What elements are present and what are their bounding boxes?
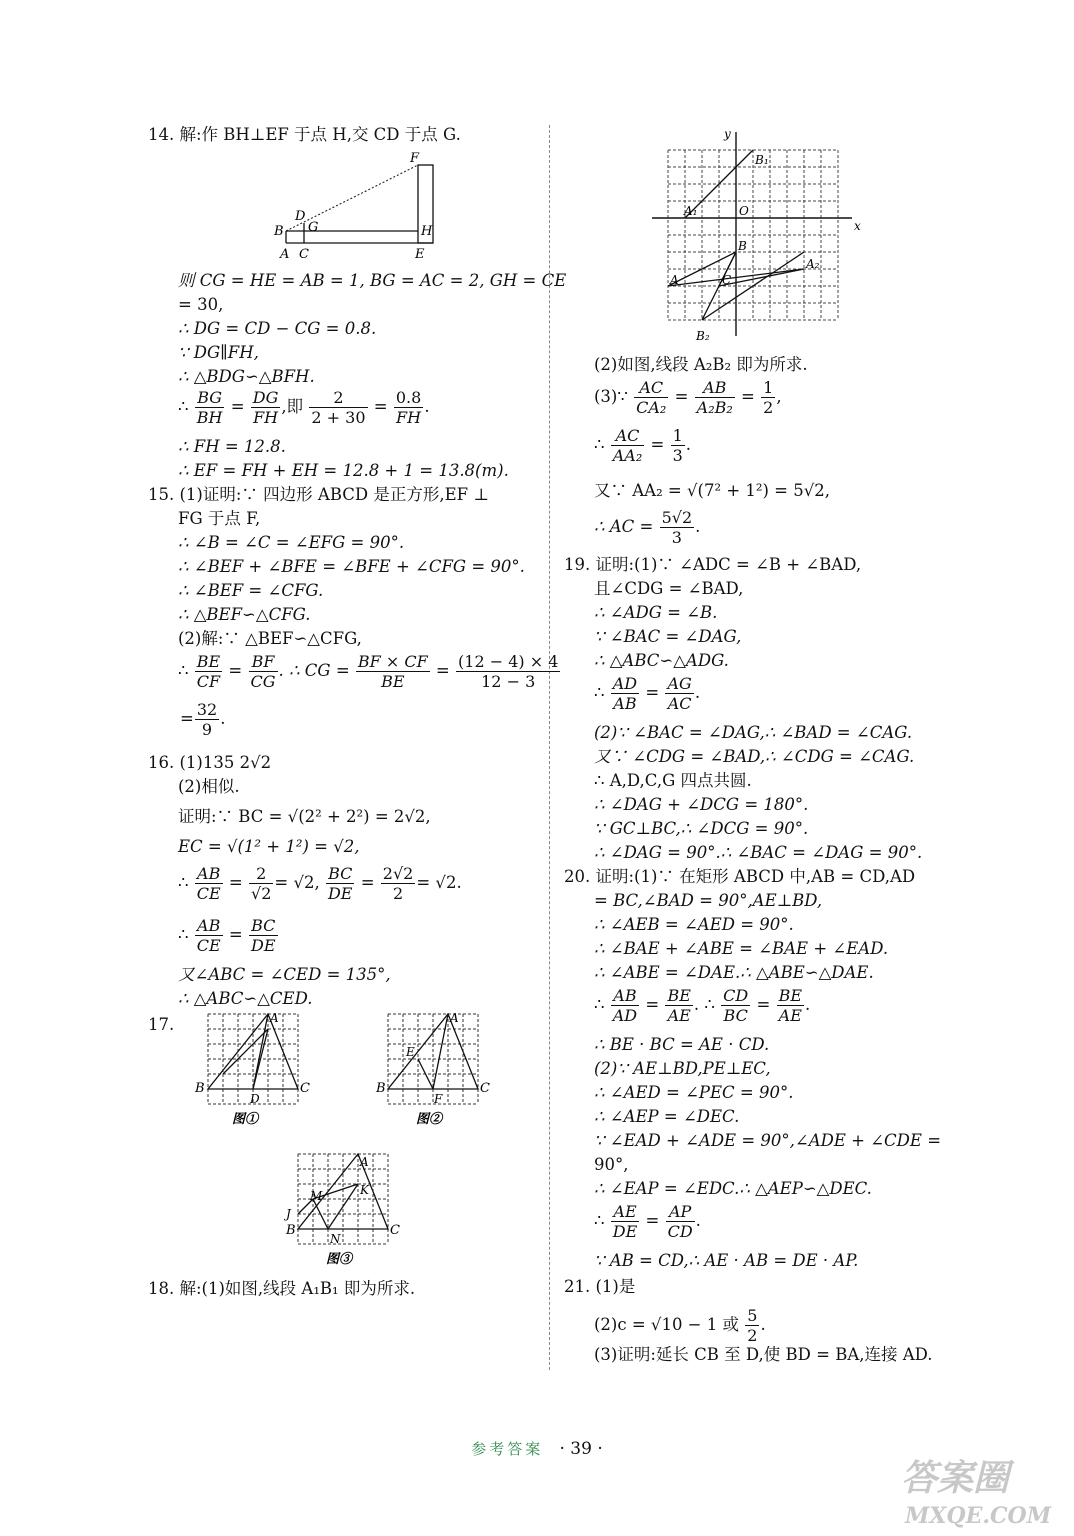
q14-line: ∴ EF = FH + EH = 12.8 + 1 = 13.8(m). <box>178 461 509 480</box>
label-A1: A₁ <box>684 204 698 218</box>
fig-label-H: H <box>421 224 433 239</box>
label-M: M <box>310 1189 323 1203</box>
label-B: B <box>286 1223 296 1238</box>
label-B1: B₁ <box>755 153 769 167</box>
q19-line: ∴ ∠DAG = 90°.∴ ∠BAC = ∠DAG = 90°. <box>594 843 923 862</box>
label-K: K <box>360 1183 369 1197</box>
q19-line: ∴ ∠ADG = ∠B. <box>594 603 718 622</box>
q16-line: 16. (1)135 2√2 <box>148 753 272 772</box>
q16-line: 证明:∵ BC = √(2² + 2²) = 2√2, <box>178 807 431 826</box>
q14-line: ∴ FH = 12.8. <box>178 437 286 456</box>
fig-label-F: F <box>410 151 420 166</box>
q15-fraction-line: ∴ $\frac{BE}{CF}$ = $\frac{BF}{CG}$ . ∴ CG = $\frac{BF \times CF}{BE}$ = $\frac{(12 - 4) \times 4}{12 - 3}$ <box>178 652 559 691</box>
q16-fraction-line: ∴ $\frac{AB}{CE}$ = $\frac{BC}{DE}$ <box>178 916 276 955</box>
q19-fraction-line: ∴ $\frac{AD}{AB}$ = $\frac{AG}{AC}$ . <box>594 674 701 713</box>
q20-line: 90°, <box>594 1155 629 1174</box>
fig2-caption: 图② <box>416 1112 443 1127</box>
label-y: y <box>724 127 731 141</box>
label-C: C <box>722 273 732 287</box>
label-C: C <box>480 1081 490 1096</box>
q18-coordinate-grid <box>648 126 868 348</box>
watermark-logo <box>891 1445 1066 1530</box>
q21-line: 21. (1)是 <box>564 1277 636 1296</box>
label-A: A <box>270 1011 279 1025</box>
q18-fraction-line: ∴ AC = $\frac{5√2}{3}$ . <box>594 508 701 547</box>
q19-line: ∵ ∠BAC = ∠DAG, <box>594 627 742 646</box>
q14-line: = 30, <box>178 295 224 314</box>
svg-text:MXQE.COM: MXQE.COM <box>905 1503 1052 1529</box>
q20-line: 20. 证明:(1)∵ 在矩形 ABCD 中,AB = CD,AD <box>564 867 916 886</box>
q20-line: ∴ ∠AED = ∠PEC = 90°. <box>594 1083 794 1102</box>
q17-fig2 <box>372 1008 502 1132</box>
q19-line: 且∠CDG = ∠BAD, <box>594 579 744 598</box>
q17-fig1 <box>192 1008 322 1132</box>
q20-fraction-line: ∴ $\frac{AB}{AD}$ = $\frac{BE}{AE}$ . ∴ $\frac{CD}{BC}$ = $\frac{BE}{AE}$ . <box>594 986 811 1025</box>
q14-line: 则 CG = HE = AB = 1, BG = AC = 2, GH = CE <box>178 271 567 290</box>
q20-line: ∵ ∠EAD + ∠ADE = 90°,∠ADE + ∠CDE = <box>594 1131 942 1150</box>
q19-line: ∴ A,D,C,G 四点共圆. <box>594 771 752 790</box>
q15-line: (2)解:∵ △BEF∽△CFG, <box>178 629 362 648</box>
q20-line: (2)∵ AE⊥BD,PE⊥EC, <box>594 1059 771 1078</box>
svg-text:答案圈: 答案圈 <box>901 1457 1010 1499</box>
q16-line: (2)相似. <box>178 777 240 796</box>
q20-line: ∴ ∠BAE + ∠ABE = ∠BAE + ∠EAD. <box>594 939 889 958</box>
q18-fraction-line: (3)∵ $\frac{AC}{\text{CA₂}}$ = $\frac{AB}{\text{A₂B₂}}$ = $\frac{1}{2}$ , <box>594 378 782 417</box>
q19-line: (2)∵ ∠BAC = ∠DAG,∴ ∠BAD = ∠CAG. <box>594 723 913 742</box>
q19-line: 又∵ ∠CDG = ∠BAD,∴ ∠CDG = ∠CAG. <box>594 747 915 766</box>
label-E: E <box>406 1045 415 1059</box>
q15-line: ∴ ∠BEF = ∠CFG. <box>178 581 324 600</box>
q15-line: 15. (1)证明:∵ 四边形 ABCD 是正方形,EF ⊥ <box>148 485 489 504</box>
q20-line: ∴ ∠AEP = ∠DEC. <box>594 1107 740 1126</box>
q14-line: ∴ DG = CD − CG = 0.8. <box>178 319 377 338</box>
q16-line: EC = √(1² + 1²) = √2, <box>178 837 360 856</box>
q17-number: 17. <box>148 1015 175 1034</box>
q19-line: ∴ ∠DAG + ∠DCG = 180°. <box>594 795 809 814</box>
q21-fraction-line: (2)c = √10 − 1 或 $\frac{5}{2}$ . <box>594 1306 766 1345</box>
q15-fraction-line: = $\frac{32}{9}$ . <box>180 700 226 739</box>
q16-fraction-line: ∴ $\frac{AB}{CE}$ = $\frac{2}{√2}$ = √2, $\frac{BC}{DE}$ = $\frac{2√2}{2}$ = √2. <box>178 864 462 903</box>
q18-line: 18. 解:(1)如图,线段 A₁B₁ 即为所求. <box>148 1279 416 1298</box>
fig-label-D: D <box>295 209 306 224</box>
footer-label: 参考答案 <box>471 1440 544 1458</box>
fig-label-G: G <box>308 220 319 235</box>
label-D: D <box>250 1092 260 1106</box>
q15-line: FG 于点 F, <box>178 509 261 528</box>
q20-line: ∴ BE · BC = AE · CD. <box>594 1035 770 1054</box>
q16-line: ∴ △ABC∽△CED. <box>178 989 313 1008</box>
q14-line: ∴ △BDG∽△BFH. <box>178 367 315 386</box>
q14-figure <box>270 145 450 265</box>
label-A: A <box>360 1155 369 1169</box>
q18-line: (2)如图,线段 A₂B₂ 即为所求. <box>594 355 808 374</box>
fig-label-C: C <box>299 247 309 262</box>
q20-line: ∵ AB = CD,∴ AE · AB = DE · AP. <box>594 1251 859 1270</box>
fig3-caption: 图③ <box>326 1252 353 1267</box>
label-C: C <box>300 1081 310 1096</box>
q21-line: (3)证明:延长 CB 至 D,使 BD = BA,连接 AD. <box>594 1345 933 1364</box>
label-x: x <box>854 219 861 233</box>
q20-line: ∴ ∠ABE = ∠DAE.∴ △ABE∽△DAE. <box>594 963 874 982</box>
label-B: B <box>195 1081 205 1096</box>
fig-label-B: B <box>274 224 284 239</box>
q20-line: = BC,∠BAD = 90°,AE⊥BD, <box>594 891 823 910</box>
fig1-caption: 图① <box>232 1112 259 1127</box>
label-J: J <box>286 1207 291 1221</box>
label-B: B <box>376 1081 386 1096</box>
q15-line: ∴ ∠B = ∠C = ∠EFG = 90°. <box>178 533 405 552</box>
label-A: A <box>450 1011 459 1025</box>
column-divider <box>549 125 550 1370</box>
label-A: A <box>670 273 679 287</box>
q20-fraction-line: ∴ $\frac{AE}{DE}$ = $\frac{AP}{CD}$ . <box>594 1202 701 1241</box>
q15-line: ∴ ∠BEF + ∠BFE = ∠BFE + ∠CFG = 90°. <box>178 557 525 576</box>
q14-line: 14. 解:作 BH⊥EF 于点 H,交 CD 于点 G. <box>148 125 461 144</box>
q20-line: ∴ ∠AEB = ∠AED = 90°. <box>594 915 794 934</box>
page-number: · 39 · <box>559 1439 603 1459</box>
label-A2: A₂ <box>806 257 820 271</box>
label-C: C <box>390 1223 400 1238</box>
q19-line: ∵ GC⊥BC,∴ ∠DCG = 90°. <box>594 819 809 838</box>
q17-fig3 <box>282 1148 412 1272</box>
label-N: N <box>330 1232 341 1246</box>
fig-label-A: A <box>280 247 290 262</box>
label-B2: B₂ <box>696 329 710 343</box>
label-B: B <box>738 239 747 253</box>
q18-fraction-line: ∴ $\frac{AC}{\text{AA₂}}$ = $\frac{1}{3}$ . <box>594 426 692 465</box>
q19-line: 19. 证明:(1)∵ ∠ADC = ∠B + ∠BAD, <box>564 555 862 574</box>
q14-line: ∵ DG∥FH, <box>178 343 259 362</box>
label-O: O <box>739 204 749 218</box>
q20-line: ∴ ∠EAP = ∠EDC.∴ △AEP∽△DEC. <box>594 1179 872 1198</box>
fig-label-E: E <box>415 247 425 262</box>
q18-line: 又∵ AA₂ = √(7² + 1²) = 5√2, <box>594 481 831 500</box>
q16-line: 又∠ABC = ∠CED = 135°, <box>178 965 391 984</box>
label-F: F <box>434 1092 443 1106</box>
q15-line: ∴ △BEF∽△CFG. <box>178 605 311 624</box>
q19-line: ∴ △ABC∽△ADG. <box>594 651 729 670</box>
q14-fraction-line: ∴ $\frac{BG}{BH}$ = $\frac{DG}{FH}$ ,即 $\frac{2}{2 + 30}$ = $\frac{0.8}{FH}$ . <box>178 388 430 427</box>
